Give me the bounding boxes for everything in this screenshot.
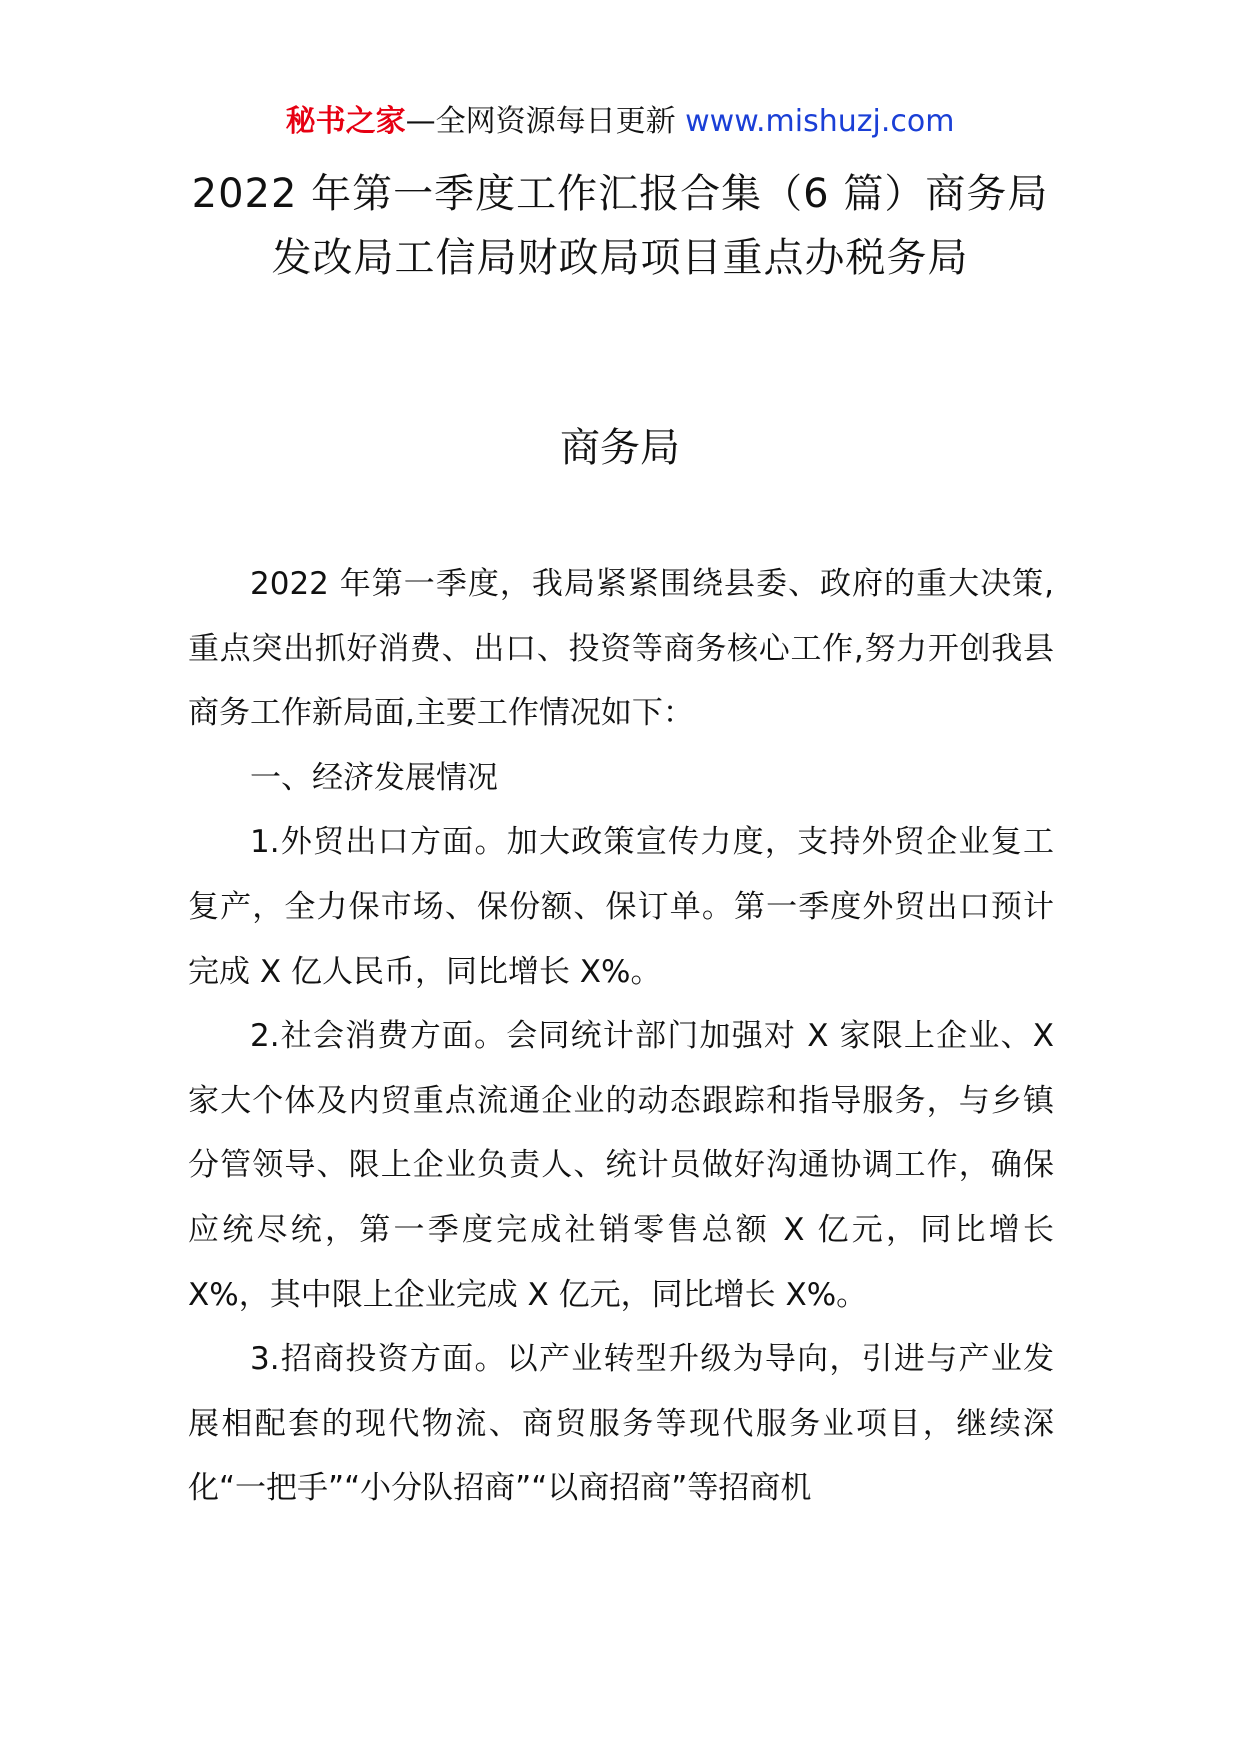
document-body [188,552,1054,1521]
brand-name: 秘书之家 [285,104,406,139]
heading-economic-development: 一、经济发展情况 [250,759,498,796]
section-title: 商务局 [560,425,680,471]
document-title: 2022 年第一季度工作汇报合集（6 篇）商务局发改局工信局财政局项目重点办税务局 [191,171,1049,281]
paragraph-intro: 2022 年第一季度，我局紧紧围绕县委、政府的重大决策,重点突出抓好消费、出口、投资等商务核心工作,努力开创我县商务工作新局面,主要工作情况如下： [188,566,1054,732]
header-tagline: —全网资源每日更新 [405,104,676,139]
site-url-link[interactable]: www.mishuzj.com [685,104,955,139]
site-header [0,100,1240,144]
paragraph-foreign-trade: 1.外贸出口方面。加大政策宣传力度，支持外贸企业复工复产，全力保市场、保份额、保订单。第一季度外贸出口预计完成 X 亿人民币，同比增长 X%。 [188,824,1054,990]
paragraph-investment: 3.招商投资方面。以产业转型升级为导向，引进与产业发展相配套的现代物流、商贸服务等现代服务业项目，继续深化“一把手”“小分队招商”“以商招商”等招商机 [188,1341,1054,1507]
paragraph-social-consumption: 2.社会消费方面。会同统计部门加强对 X 家限上企业、X 家大个体及内贸重点流通企业的动态跟踪和指导服务，与乡镇分管领导、限上企业负责人、统计员做好沟通协调工作，确保应统尽统，第一季度完成社销零售总额 X 亿元，同比增长 X%，其中限上企业完成 X 亿元，同比增长 X%。 [188,1018,1054,1313]
